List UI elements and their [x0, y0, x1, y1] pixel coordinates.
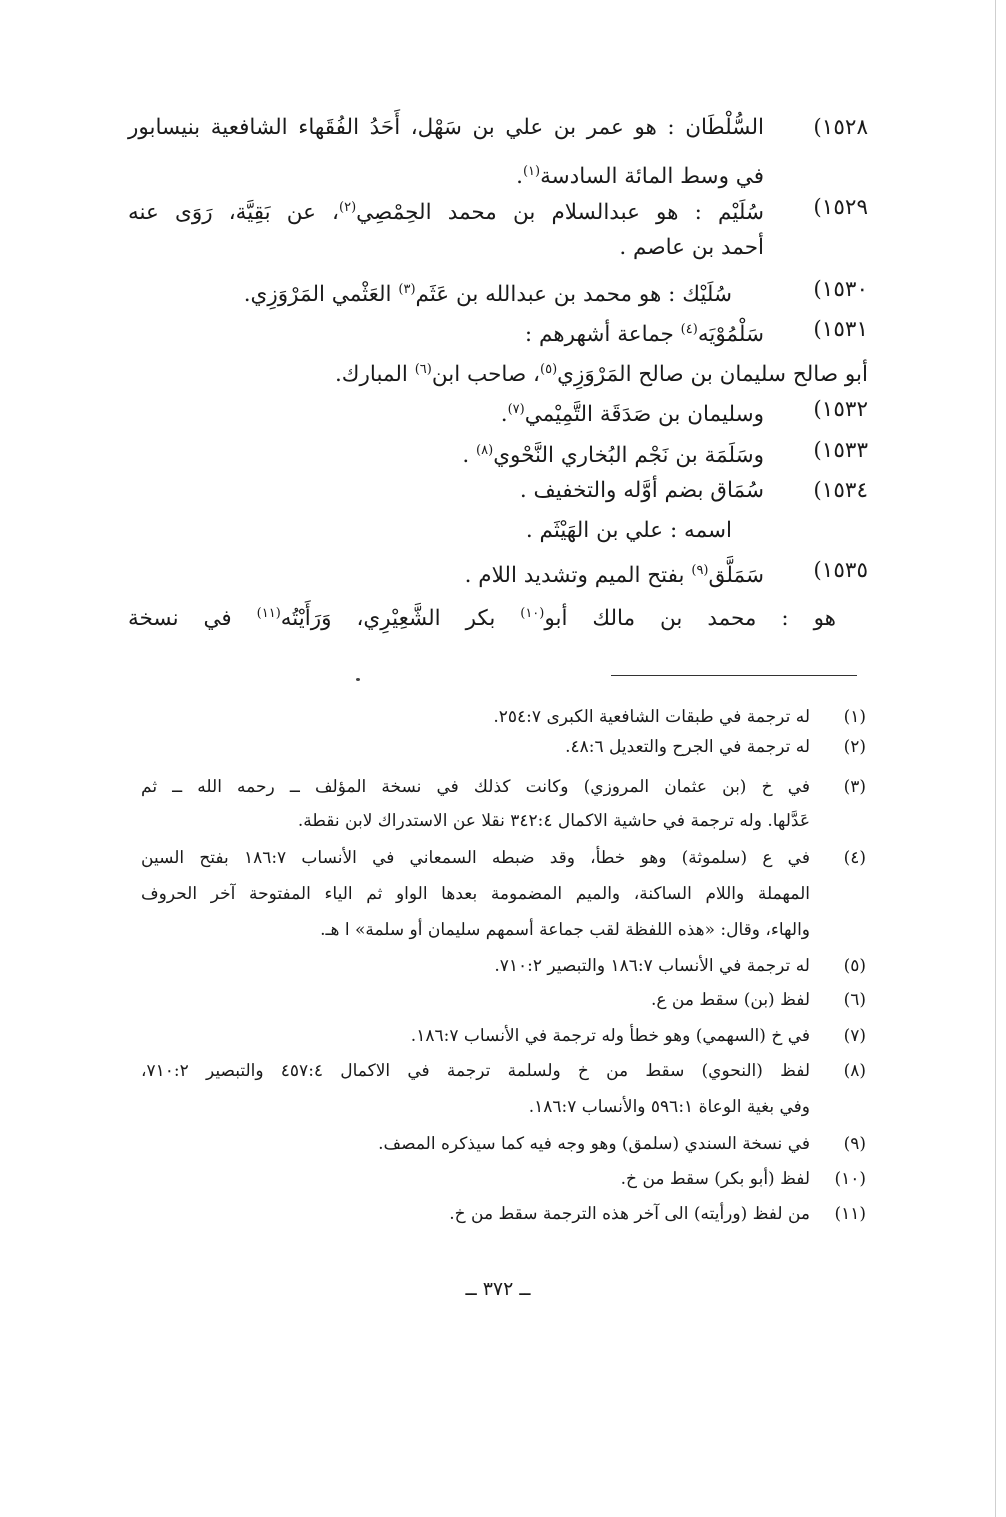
entry-text: وسَلَمَة بن نَجْم البُخاري النَّحْوي [493, 443, 764, 469]
entry-text: وسليمان بن صَدَقَة التَّمِيْمي [524, 402, 764, 428]
entry-text: بكر الشَّعِيْرِي، وَرَأَيْتُه [280, 606, 521, 632]
entry-number: ١٥٢٩) [813, 195, 868, 220]
footnote-text: في خ (بن عثمان المروزي) وكانت كذلك في نسخة المؤلف ــ رحمه الله ــ ثم [141, 777, 810, 797]
entry-text: سُلَيْك : هو محمد بن عبدالله بن عَثَم [415, 282, 732, 308]
entry-text: سَلْمُوْيَه [697, 322, 764, 348]
footnote-text: لفظ (بن) سقط من ع. [650, 990, 810, 1010]
footnote-text: وفي بغية الوعاة ٥٩٦:١ والأنساب ١٨٦:٧. [528, 1097, 810, 1117]
entry-text: سُلَيْم : هو عبدالسلام بن محمد الحِمْصِي [356, 200, 764, 226]
entry-text: . [500, 402, 508, 428]
footnote-number: (١٠) [834, 1169, 866, 1189]
footnote-ref: (٧) [507, 402, 525, 417]
footnote-ref: (٢) [339, 200, 357, 215]
footnote-text: في نسخة السندي (سلمق) وهو وجه فيه كما سيذكره المصف. [378, 1134, 810, 1154]
footnote-number: (٩) [843, 1134, 866, 1154]
entry-text: . [462, 443, 477, 469]
entry-text: هو : محمد بن مالك أبو [544, 606, 837, 632]
entry-text: ، عن بَقِيَّة، رَوَى عنه [128, 200, 339, 226]
footnote-text: المهملة واللام الساكنة، والميم المضمومة بعدها الواو ثم الياء المفتوحة آخر الحروف [141, 884, 810, 904]
footnote-ref: (٤) [680, 322, 698, 337]
entry-text: بفتح الميم وتشديد اللام . [464, 563, 692, 589]
footnote-number: (١) [843, 707, 866, 727]
footnote-text: له ترجمة في الأنساب ١٨٦:٧ والتبصير ٧١٠:٢. [494, 956, 810, 976]
footnote-ref: (٨) [476, 443, 494, 458]
footnote-number: (٧) [843, 1026, 866, 1046]
footnote-ref: (٩) [691, 563, 709, 578]
page-speck [356, 678, 360, 681]
footnote-text: عَدَّلها. وله ترجمة في حاشية الاكمال ٣٤٢:٤ نقلا عن الاستدراك لابن نقطة. [297, 811, 810, 831]
footnote-text: والهاء، وقال: «هذه اللفظة لقب جماعة أسمهم سليمان أو سلمة» ا هـ. [320, 920, 810, 940]
entry-number: ١٥٣٤) [813, 478, 868, 503]
entry-number: ١٥٣٠) [813, 277, 868, 302]
entry-number: ١٥٣٢) [813, 397, 868, 422]
footnote-number: (٣) [843, 777, 866, 797]
footnote-text: لفظ (النحوي) سقط من خ ولسلمة ترجمة في الاكمال ٤٥٧:٤ والتبصير ٧١٠:٢، [141, 1061, 810, 1081]
footnote-number: (٥) [843, 956, 866, 976]
entry-text: اسمه : علي بن الهَيْثَم . [525, 518, 732, 543]
footnote-ref: (٦) [414, 362, 432, 377]
footnote-text: في ع (سلموثة) وهو خطأ، وقد ضبطه السمعاني في الأنساب ١٨٦:٧ بفتح السين [141, 848, 810, 868]
entry-number: ١٥٣٣) [813, 438, 868, 463]
footnote-separator [611, 675, 857, 676]
footnote-number: (٢) [843, 737, 866, 757]
entry-text: العَثْمي المَرْوَزِي. [243, 282, 399, 308]
footnote-ref: (٣) [398, 282, 416, 297]
footnote-number: (١١) [834, 1204, 866, 1224]
entry-text: . [516, 164, 523, 190]
footnote-text: في خ (السهمي) وهو خطأ وله ترجمة في الأنساب ١٨٦:٧. [410, 1026, 810, 1046]
entry-text: في وسط المائة السادسة [540, 164, 764, 190]
footnote-text: له ترجمة في طبقات الشافعية الكبرى ٢٥٤:٧. [493, 707, 810, 727]
entry-number: ١٥٣١) [813, 317, 868, 342]
footnote-ref: (١٠) [520, 606, 545, 621]
footnote-number: (٨) [843, 1061, 866, 1081]
entry-number: ١٥٢٨) [813, 115, 868, 140]
entry-number: ١٥٣٥) [813, 558, 868, 583]
entry-text: السُّلْطَان : هو عمر بن علي بن سَهْل، أَحَدُ الفُقَهاء الشافعية بنيسابور [128, 115, 764, 140]
footnote-text: من لفظ (ورأيته) الى آخر هذه الترجمة سقط من خ. [449, 1204, 810, 1224]
entry-text: ، صاحب ابن [431, 362, 540, 388]
entry-text: في نسخة [128, 606, 257, 632]
entry-text: جماعة أشهرهم : [524, 322, 681, 348]
entry-text: أبو صالح سليمان بن صالح المَرْوَزِي [557, 362, 868, 388]
footnote-number: (٤) [843, 848, 866, 868]
footnote-text: له ترجمة في الجرح والتعديل ٤٨:٦. [565, 737, 810, 757]
entry-text: المبارك. [334, 362, 415, 388]
footnote-ref: (١١) [256, 606, 281, 621]
entry-text: سُمَاق بضم أوَّله والتخفيف . [519, 478, 764, 503]
footnote-ref: (١) [522, 164, 541, 179]
footnote-text: لفظ (أبو بكر) سقط من خ. [620, 1169, 810, 1189]
footnote-number: (٦) [843, 990, 866, 1010]
entry-text: سَمَلَّق [708, 563, 764, 589]
page-number: ــ ٣٧٢ ــ [465, 1278, 531, 1300]
entry-text: أحمد بن عاصم . [619, 235, 764, 260]
footnote-ref: (٥) [540, 362, 558, 377]
